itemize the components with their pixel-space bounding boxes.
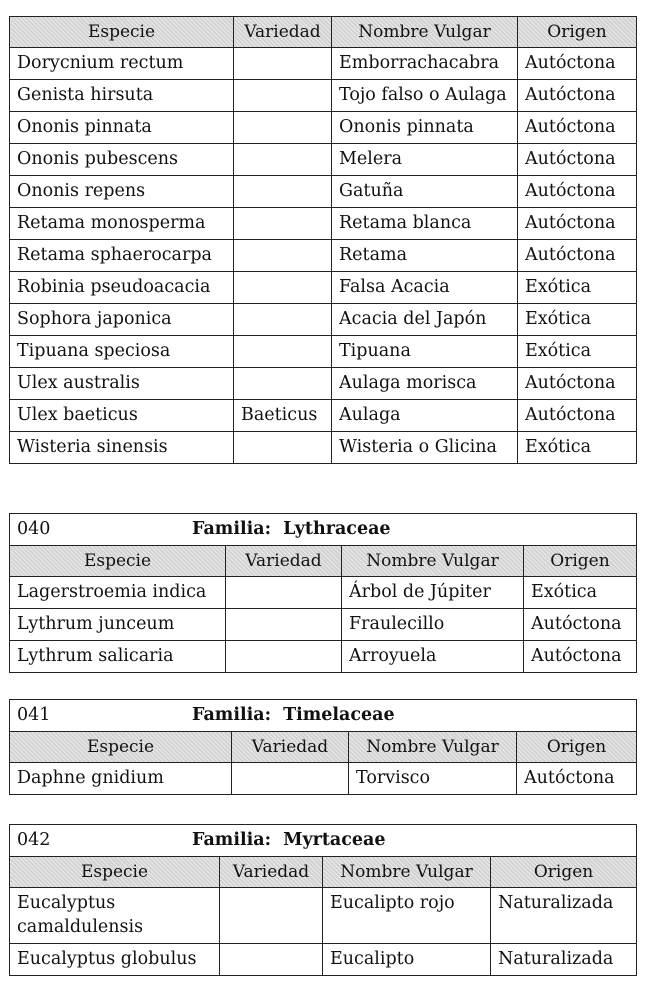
cell-origen: Autóctona <box>517 763 637 795</box>
cell-origen: Autóctona <box>518 176 637 208</box>
cell-variedad <box>220 944 323 976</box>
cell-especie: Wisteria sinensis <box>10 432 234 464</box>
table-row <box>10 577 637 609</box>
cell-origen: Autóctona <box>518 80 637 112</box>
cell-especie: Eucalyptus globulus <box>10 944 220 976</box>
table-body <box>10 888 637 976</box>
table-body <box>10 763 637 795</box>
family-label: Familia: <box>192 830 272 850</box>
header-variedad: Variedad <box>220 857 323 888</box>
cell-variedad <box>226 609 342 641</box>
header-origen: Origen <box>518 17 637 48</box>
cell-variedad <box>234 80 332 112</box>
family-table-timelaceae <box>9 699 637 795</box>
table-row <box>10 763 637 795</box>
family-row <box>10 700 637 732</box>
cell-especie: Ononis pubescens <box>10 144 234 176</box>
family-code: 041 <box>17 705 51 725</box>
cell-nombre-vulgar: Wisteria o Glicina <box>332 432 518 464</box>
cell-especie: Eucalyptus camaldulensis <box>10 888 220 944</box>
table-body <box>10 48 637 464</box>
cell-nombre-vulgar: Melera <box>332 144 518 176</box>
cell-nombre-vulgar: Arroyuela <box>342 641 524 673</box>
cell-origen: Autóctona <box>518 48 637 80</box>
cell-origen: Exótica <box>518 336 637 368</box>
table-row <box>10 112 637 144</box>
cell-nombre-vulgar: Eucalipto rojo <box>323 888 491 944</box>
cell-origen: Autóctona <box>524 641 637 673</box>
table-row <box>10 304 637 336</box>
cell-nombre-vulgar: Tipuana <box>332 336 518 368</box>
cell-nombre-vulgar: Gatuña <box>332 176 518 208</box>
cell-especie: Retama monosperma <box>10 208 234 240</box>
header-row <box>10 857 637 888</box>
cell-especie: Genista hirsuta <box>10 80 234 112</box>
cell-especie: Retama sphaerocarpa <box>10 240 234 272</box>
table-row <box>10 144 637 176</box>
cell-variedad <box>226 641 342 673</box>
table-row <box>10 641 637 673</box>
header-variedad: Variedad <box>226 546 342 577</box>
cell-nombre-vulgar: Ononis pinnata <box>332 112 518 144</box>
cell-variedad <box>232 763 349 795</box>
family-row <box>10 514 637 546</box>
family-code: 042 <box>17 830 51 850</box>
family-code: 040 <box>17 519 51 539</box>
header-especie: Especie <box>10 17 234 48</box>
cell-especie: Sophora japonica <box>10 304 234 336</box>
cell-especie: Dorycnium rectum <box>10 48 234 80</box>
cell-nombre-vulgar: Emborrachacabra <box>332 48 518 80</box>
header-origen: Origen <box>491 857 637 888</box>
cell-nombre-vulgar: Torvisco <box>349 763 517 795</box>
cell-variedad <box>234 208 332 240</box>
family-name: Lythraceae <box>283 519 391 539</box>
header-especie: Especie <box>10 546 226 577</box>
table-row <box>10 272 637 304</box>
cell-especie: Ononis pinnata <box>10 112 234 144</box>
cell-especie: Tipuana speciosa <box>10 336 234 368</box>
cell-variedad: Baeticus <box>234 400 332 432</box>
header-row <box>10 732 637 763</box>
cell-origen: Autóctona <box>518 400 637 432</box>
family-title <box>10 514 637 546</box>
cell-variedad <box>226 577 342 609</box>
family-title <box>10 700 637 732</box>
cell-variedad <box>234 48 332 80</box>
cell-especie: Daphne gnidium <box>10 763 232 795</box>
cell-nombre-vulgar: Tojo falso o Aulaga <box>332 80 518 112</box>
table-row <box>10 176 637 208</box>
family-label: Familia: <box>192 705 272 725</box>
cell-nombre-vulgar: Árbol de Júpiter <box>342 577 524 609</box>
cell-origen: Autóctona <box>518 368 637 400</box>
header-row <box>10 17 637 48</box>
header-origen: Origen <box>517 732 637 763</box>
cell-nombre-vulgar: Retama <box>332 240 518 272</box>
cell-especie: Lagerstroemia indica <box>10 577 226 609</box>
cell-origen: Exótica <box>518 304 637 336</box>
cell-nombre-vulgar: Falsa Acacia <box>332 272 518 304</box>
cell-nombre-vulgar: Fraulecillo <box>342 609 524 641</box>
cell-especie: Lythrum salicaria <box>10 641 226 673</box>
header-variedad: Variedad <box>232 732 349 763</box>
table-row <box>10 432 637 464</box>
header-origen: Origen <box>524 546 637 577</box>
cell-especie: Lythrum junceum <box>10 609 226 641</box>
header-nombre-vulgar: Nombre Vulgar <box>323 857 491 888</box>
table-row <box>10 80 637 112</box>
family-name: Myrtaceae <box>283 830 386 850</box>
cell-especie: Ononis repens <box>10 176 234 208</box>
cell-variedad <box>234 304 332 336</box>
table-body <box>10 577 637 673</box>
table-row <box>10 609 637 641</box>
cell-especie: Robinia pseudoacacia <box>10 272 234 304</box>
header-especie: Especie <box>10 732 232 763</box>
table-row <box>10 208 637 240</box>
table-row <box>10 400 637 432</box>
header-row <box>10 546 637 577</box>
family-name: Timelaceae <box>283 705 395 725</box>
family-title <box>10 825 637 857</box>
family-table-myrtaceae <box>9 824 637 976</box>
cell-variedad <box>234 336 332 368</box>
species-table-1 <box>9 16 637 464</box>
cell-variedad <box>234 368 332 400</box>
table-row <box>10 48 637 80</box>
cell-variedad <box>234 240 332 272</box>
cell-variedad <box>220 888 323 944</box>
table-row <box>10 368 637 400</box>
cell-origen: Naturalizada <box>491 944 637 976</box>
cell-variedad <box>234 176 332 208</box>
header-nombre-vulgar: Nombre Vulgar <box>349 732 517 763</box>
table-row <box>10 240 637 272</box>
cell-variedad <box>234 432 332 464</box>
table-row <box>10 336 637 368</box>
header-nombre-vulgar: Nombre Vulgar <box>332 17 518 48</box>
cell-nombre-vulgar: Aulaga <box>332 400 518 432</box>
cell-variedad <box>234 144 332 176</box>
cell-origen: Autóctona <box>524 609 637 641</box>
cell-nombre-vulgar: Aulaga morisca <box>332 368 518 400</box>
cell-especie: Ulex australis <box>10 368 234 400</box>
table-row <box>10 944 637 976</box>
cell-origen: Naturalizada <box>491 888 637 944</box>
cell-origen: Exótica <box>518 272 637 304</box>
family-table-lythraceae <box>9 513 637 673</box>
cell-variedad <box>234 112 332 144</box>
family-label: Familia: <box>192 519 272 539</box>
cell-origen: Exótica <box>518 432 637 464</box>
header-especie: Especie <box>10 857 220 888</box>
cell-nombre-vulgar: Acacia del Japón <box>332 304 518 336</box>
cell-origen: Autóctona <box>518 144 637 176</box>
table-row <box>10 888 637 944</box>
cell-origen: Autóctona <box>518 240 637 272</box>
cell-origen: Exótica <box>524 577 637 609</box>
cell-origen: Autóctona <box>518 208 637 240</box>
header-variedad: Variedad <box>234 17 332 48</box>
cell-variedad <box>234 272 332 304</box>
cell-origen: Autóctona <box>518 112 637 144</box>
family-row <box>10 825 637 857</box>
cell-nombre-vulgar: Eucalipto <box>323 944 491 976</box>
cell-especie: Ulex baeticus <box>10 400 234 432</box>
cell-nombre-vulgar: Retama blanca <box>332 208 518 240</box>
header-nombre-vulgar: Nombre Vulgar <box>342 546 524 577</box>
